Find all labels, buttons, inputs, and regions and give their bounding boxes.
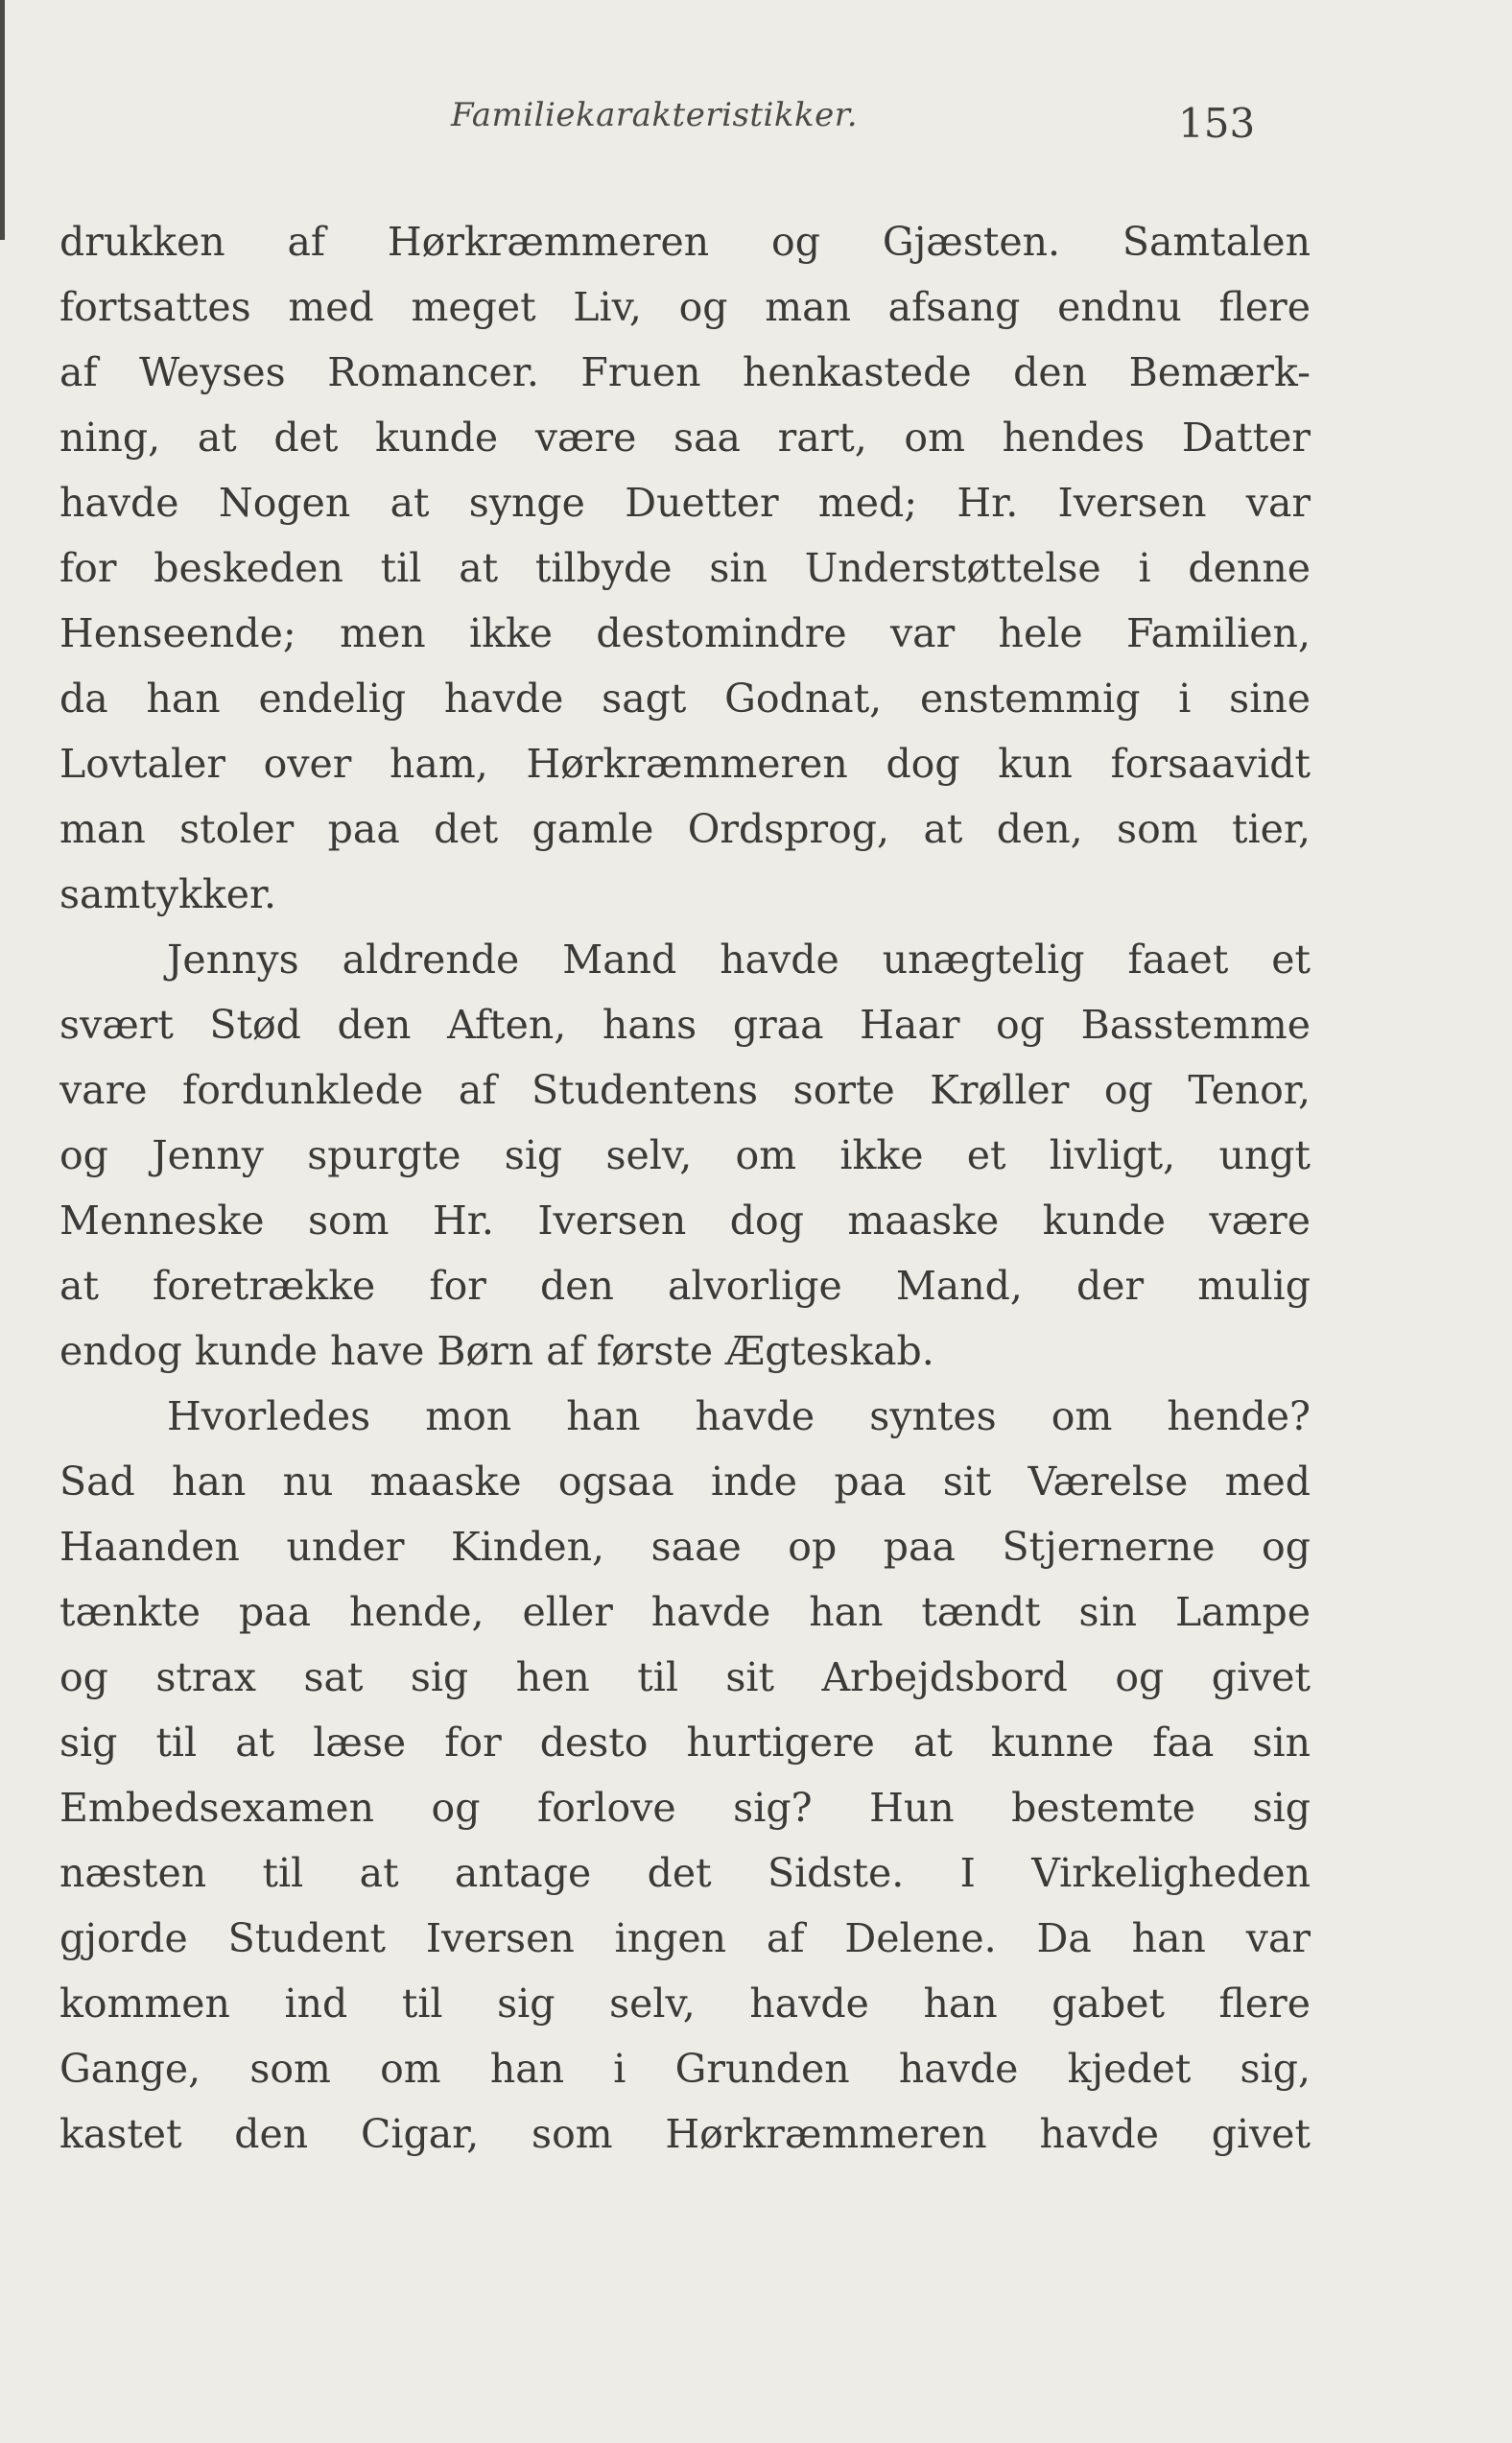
text-line: tænkte paa hende, eller havde han tændt sin Lampe <box>59 1589 1311 1635</box>
text-line: Gange, som om han i Grunden havde kjedet sig, <box>59 2046 1311 2092</box>
text-line: kastet den Cigar, som Hørkræmmeren havde givet <box>59 2111 1311 2157</box>
page-header <box>0 84 1512 152</box>
text-line: Menneske som Hr. Iversen dog maaske kunde være <box>59 1198 1311 1244</box>
text-line: for beskeden til at tilbyde sin Understøttelse i denne <box>59 545 1311 591</box>
text-line: og Jenny spurgte sig selv, om ikke et livligt, ungt <box>59 1132 1311 1178</box>
text-line: man stoler paa det gamle Ordsprog, at den, som tier, <box>59 806 1311 852</box>
text-line: kommen ind til sig selv, havde han gabet flere <box>59 1980 1311 2027</box>
text-line: da han endelig havde sagt Godnat, enstemmig i sine <box>59 676 1311 722</box>
text-line: Lovtaler over ham, Hørkræmmeren dog kun forsaavidt <box>59 741 1311 787</box>
text-line: drukken af Hørkræmmeren og Gjæsten. Samtalen <box>59 219 1311 265</box>
text-line-paragraph-end: endog kunde have Børn af første Ægteskab. <box>59 1328 934 1374</box>
text-line: Embedsexamen og forlove sig? Hun bestemte sig <box>59 1785 1311 1831</box>
text-line: vare fordunklede af Studentens sorte Krøller og Tenor, <box>59 1067 1311 1113</box>
running-title: Familiekarakteristikker. <box>451 96 859 134</box>
text-line-paragraph-end: samtykker. <box>59 871 277 917</box>
text-line: at foretrække for den alvorlige Mand, der mulig <box>59 1263 1311 1309</box>
text-line: næsten til at antage det Sidste. I Virkeligheden <box>59 1850 1311 1896</box>
text-line-paragraph-start: Jennys aldrende Mand havde unægtelig faaet et <box>167 937 1311 983</box>
text-line: Sad han nu maaske ogsaa inde paa sit Værelse med <box>59 1459 1311 1505</box>
text-line: Henseende; men ikke destomindre var hele Familien, <box>59 610 1311 656</box>
text-line-paragraph-start: Hvorledes mon han havde syntes om hende? <box>167 1393 1311 1439</box>
text-line: gjorde Student Iversen ingen af Delene. Da han var <box>59 1915 1311 1961</box>
text-line: fortsattes med meget Liv, og man afsang endnu flere <box>59 284 1311 330</box>
text-body <box>59 209 1311 2167</box>
text-line: havde Nogen at synge Duetter med; Hr. Iversen var <box>59 480 1311 526</box>
text-line: sig til at læse for desto hurtigere at kunne faa sin <box>59 1720 1311 1766</box>
text-line: og strax sat sig hen til sit Arbejdsbord og givet <box>59 1654 1311 1700</box>
page-number: 153 <box>1178 100 1256 147</box>
text-line: svært Stød den Aften, hans graa Haar og Basstemme <box>59 1002 1311 1048</box>
text-line: Haanden under Kinden, saae op paa Stjernerne og <box>59 1524 1311 1570</box>
text-line: ning, at det kunde være saa rart, om hendes Datter <box>59 415 1311 461</box>
text-line: af Weyses Romancer. Fruen henkastede den Bemærk- <box>59 349 1311 395</box>
